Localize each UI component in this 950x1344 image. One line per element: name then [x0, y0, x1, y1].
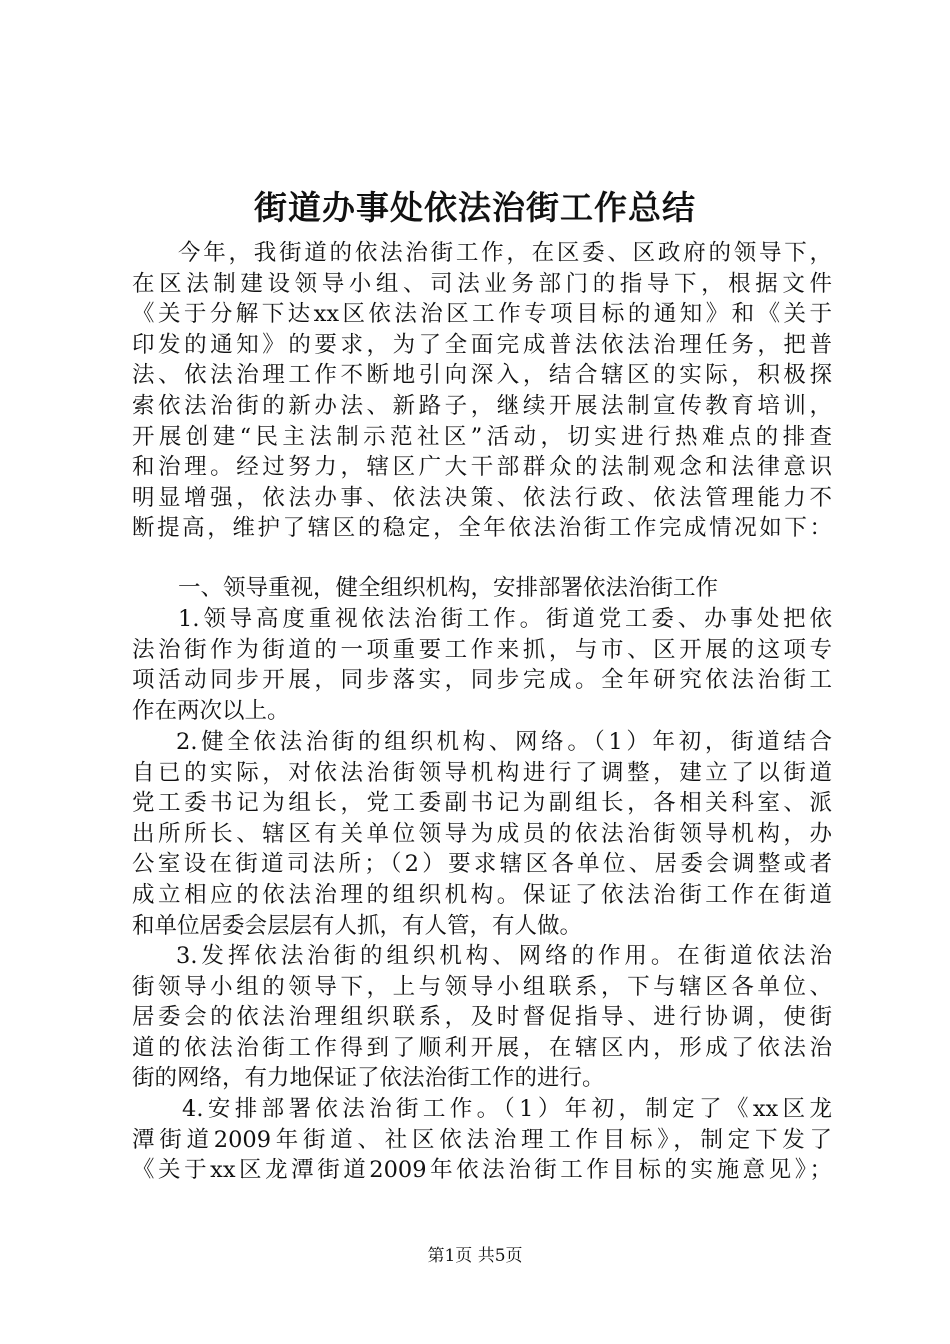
- text-line: 今年，我街道的依法治街工作，在区委、区政府的领导下，: [178, 240, 832, 266]
- text-line: 街的网络，有力地保证了依法治街工作的进行。: [132, 1065, 605, 1092]
- item-2-paragraph: [132, 727, 832, 941]
- item-4-paragraph: [132, 1094, 832, 1186]
- text-line: 在区法制建设领导小组、司法业务部门的指导下，根据文件: [132, 270, 832, 297]
- section-heading-text: 一、领导重视，健全组织机构，安排部署依法治街工作: [178, 575, 719, 601]
- text-line: 法、依法治理工作不断地引向深入，结合辖区的实际，积极探: [132, 362, 832, 389]
- item-1-paragraph: [132, 604, 832, 726]
- item-3-paragraph: [132, 941, 832, 1094]
- text-line: 居委会的依法治理组织联系，及时督促指导、进行协调，使街: [132, 1004, 832, 1031]
- text-line: 开展创建“民主法制示范社区”活动，切实进行热难点的排查: [132, 423, 832, 450]
- section-heading: [132, 573, 832, 604]
- text-line: 索依法治街的新办法、新路子，继续开展法制宣传教育培训，: [132, 392, 832, 419]
- text-line: 明显增强，依法办事、依法决策、依法行政、依法管理能力不: [132, 484, 832, 511]
- text-line: 《关于xx区龙潭街道2009年依法治街工作目标的实施意见》；: [132, 1157, 832, 1184]
- text-line: 和单位居委会层层有人抓，有人管，有人做。: [132, 912, 583, 939]
- text-line: 和治理。经过努力，辖区广大干部群众的法制观念和法律意识: [132, 454, 832, 481]
- document-title: 街道办事处依法治街工作总结: [254, 188, 696, 227]
- text-line: 项活动同步开展，同步落实，同步完成。全年研究依法治街工: [132, 667, 832, 694]
- text-line: 潭街道2009年街道、社区依法治理工作目标》，制定下发了: [132, 1126, 832, 1153]
- text-line: 自已的实际，对依法治街领导机构进行了调整，建立了以街道: [132, 759, 832, 786]
- page-number-footer: 第1页 共5页: [427, 1246, 523, 1266]
- text-line: 断提高，维护了辖区的稳定，全年依法治街工作完成情况如下：: [132, 515, 832, 542]
- text-line: 街领导小组的领导下，上与领导小组联系，下与辖区各单位、: [132, 973, 832, 1000]
- text-line: 道的依法治街工作得到了顺利开展，在辖区内，形成了依法治: [132, 1034, 832, 1061]
- text-line: 法治街作为街道的一项重要工作来抓，与市、区开展的这项专: [132, 636, 832, 663]
- text-line: 2.健全依法治街的组织机构、网络。（1）年初，街道结合: [176, 729, 832, 755]
- text-line: 《关于分解下达xx区依法治区工作专项目标的通知》和《关于: [132, 301, 832, 328]
- text-line: 3.发挥依法治街的组织机构、网络的作用。在街道依法治: [176, 943, 832, 969]
- text-line: 印发的通知》的要求，为了全面完成普法依法治理任务，把普: [132, 331, 832, 358]
- intro-paragraph: [132, 238, 832, 544]
- text-line: 出所所长、辖区有关单位领导为成员的依法治街领导机构，办: [132, 820, 832, 847]
- text-line: 党工委书记为组长，党工委副书记为副组长，各相关科室、派: [132, 790, 832, 817]
- text-line: 4.安排部署依法治街工作。（1）年初，制定了《xx区龙: [182, 1096, 832, 1122]
- text-line: 作在两次以上。: [132, 697, 290, 724]
- text-line: 1.领导高度重视依法治街工作。街道党工委、办事处把依: [178, 606, 832, 632]
- text-line: 公室设在街道司法所；（2）要求辖区各单位、居委会调整或者: [132, 851, 832, 878]
- text-line: 成立相应的依法治理的组织机构。保证了依法治街工作在街道: [132, 881, 832, 908]
